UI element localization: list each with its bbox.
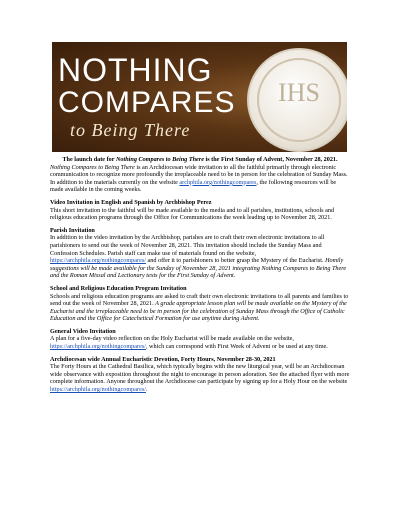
- parish-link[interactable]: https://archphila.org/nothingcompares/: [50, 257, 146, 265]
- section-title-forty-hours: Archdiocesan wide Annual Eucharistic Devotion, Forty Hours, November 28-30, 2021: [50, 355, 276, 363]
- banner-title-line2: COMPARES: [58, 86, 236, 119]
- nothingcompares-link[interactable]: archphila.org/nothingcompares: [179, 178, 257, 186]
- host-ihs-text: IHS: [278, 78, 320, 107]
- intro-paragraph: Nothing Compares to Being There is an Archdiocesan wide invitation to all the faithful primarily through electronic communication to recognize more profoundly the irreplaceable need to be in person for the celebration of Sunday Mass. In addition to the materials currently on the website archphila.org/nothingcompares, the following resources will be made available in the coming weeks.: [50, 163, 348, 194]
- section-title-video: Video Invitation in English and Spanish by Archbishop Perez: [50, 198, 212, 206]
- eucharist-host-image: [247, 48, 347, 152]
- section-title-school: School and Religious Education Program Invitation: [50, 284, 187, 292]
- section-text-video: This short invitation to the faithful will be made available to the media and to all parishes, institutions, schools and religious education programs through the Office for Communications the week leading up to November 28, 2021.: [50, 206, 335, 222]
- section-title-general-video: General Video Invitation: [50, 327, 116, 335]
- section-text-school: Schools and religious education programs are asked to craft their own electronic invitations to all parents and families to send out the week of November 28, 2021. A grade appropriate lesson plan will be made available on the Mystery of the Eucharist and the irreplaceable need to be in person for the celebration of Sunday Mass through the Office of Catholic Education and the Office for Catechetical Formation for use anytime during Advent.: [50, 292, 349, 323]
- banner-image: [52, 42, 347, 152]
- section-text-parish: In addition to the video invitation by the Archbishop, parishes are to craft their own electronic invitations to all parishioners to send out the week of November 28, 2021. This invitation should include the Sunday Mass and Confession Schedules. Parish staff can make use of materials found on the website, https://archphila.org/nothingcompares/ and offer it to parishioners to better grasp the Mystery of the Eucharist. Homily suggestions will be made available for the Sunday of November 28, 2021 integrating Nothing Compares to Being There and the Roman Missal and Lectionary texts for the First Sunday of Advent.: [50, 234, 347, 280]
- section-text-forty-hours: The Forty Hours at the Cathedral Basilica, which typically begins with the new liturgical year, will be an Archdiocesan wide observance with exposition throughout the night to encourage in person adoration. See the attached flyer with more complete information. Anyone throughout the Archdiocese can participate by signing up for a Holy Hour on the website https://archphila.org/nothingcompares/.: [50, 363, 350, 394]
- banner-title-line3: to Being There: [70, 120, 191, 140]
- general-video-link[interactable]: https://archphila.org/nothingcompares/: [50, 343, 146, 351]
- headline: The launch date for Nothing Compares to Being There is the First Sunday of Advent, November 28, 2021.: [62, 156, 338, 163]
- section-text-general-video: A plan for a five-day video reflection on the Holy Eucharist will be made available on the website, https://archphila.org/nothingcompares/, which can correspond with First Week of Advent or be used at any time.: [50, 335, 328, 351]
- section-title-parish: Parish Invitation: [50, 226, 95, 234]
- forty-hours-link[interactable]: https://archphila.org/nothingcompares/: [50, 386, 146, 394]
- document-body: [50, 156, 350, 394]
- banner-title-line1: NOTHING: [58, 52, 213, 88]
